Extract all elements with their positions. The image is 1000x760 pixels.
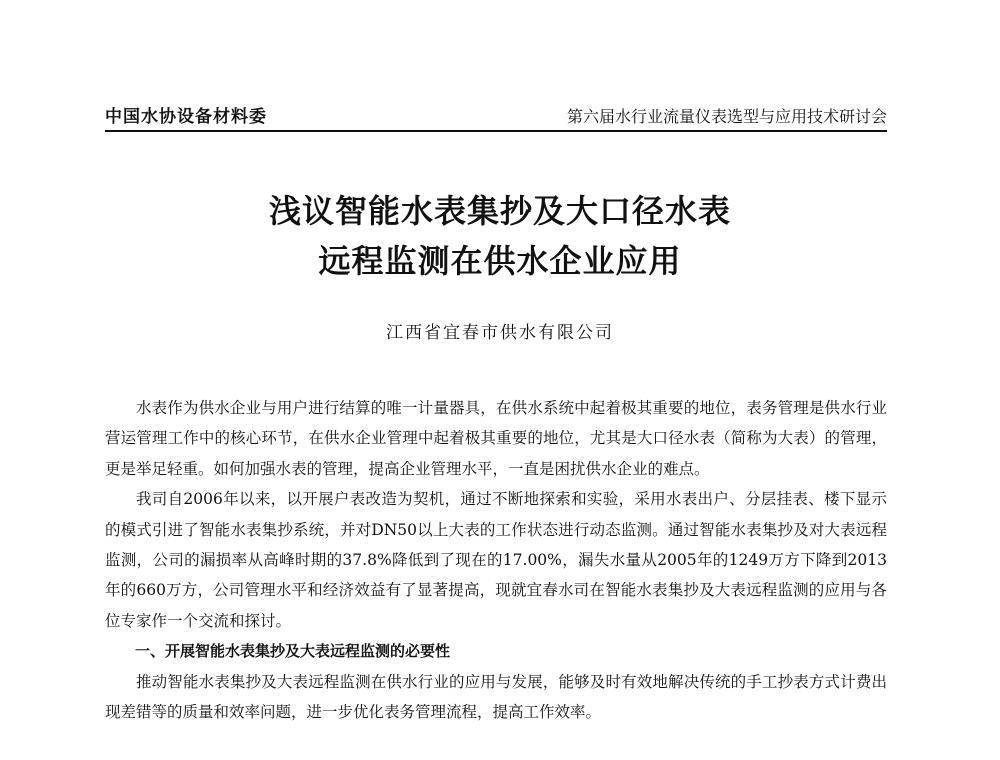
author-affiliation: 江西省宜春市供水有限公司 — [386, 323, 614, 343]
paper-title-line-1: 浅议智能水表集抄及大口径水表 — [268, 192, 731, 230]
paragraph-3: 推动智能水表集抄及大表远程监测在供水行业的应用与发展，能够及时有效地解决传统的手工抄表方式计费出现差错等的质量和效率问题，进一步优化表务管理流程，提高工作效率。 — [105, 672, 887, 722]
header-conference: 第六届水行业流量仪表选型与应用技术研讨会 — [566, 107, 887, 126]
paper-title-line-2: 远程监测在供水企业应用 — [318, 242, 682, 280]
body-text — [105, 393, 887, 727]
paragraph-1: 水表作为供水企业与用户进行结算的唯一计量器具，在供水系统中起着极其重要的地位，表务管理是供水行业营运管理工作中的核心环节，在供水企业管理中起着极其重要的地位，尤其是大口径水表（简称为大表）的管理，更是举足轻重。如何加强水表的管理，提高企业管理水平，一直是困扰供水企业的难点。 — [105, 399, 887, 478]
section-heading-1: 一、开展智能水表集抄及大表远程监测的必要性 — [135, 642, 451, 661]
header-organization: 中国水协设备材料委 — [105, 107, 267, 127]
running-header — [105, 100, 887, 132]
paragraph-2: 我司自2006年以来，以开展户表改造为契机，通过不断地探索和实验，采用水表出户、分层挂表、楼下显示的模式引进了智能水表集抄系统，并对DN50以上大表的工作状态进行动态监测。通过智能水表集抄及对大表远程监测，公司的漏损率从高峰时期的37.8%降低到了现在的17.00%，漏失水量从2005年的1249万方下降到2013年的660万方，公司管理水平和经济效益有了显著提高，现就宜春水司在智能水表集抄及大表远程监测的应用与各位专家作一个交流和探讨。 — [105, 490, 887, 630]
